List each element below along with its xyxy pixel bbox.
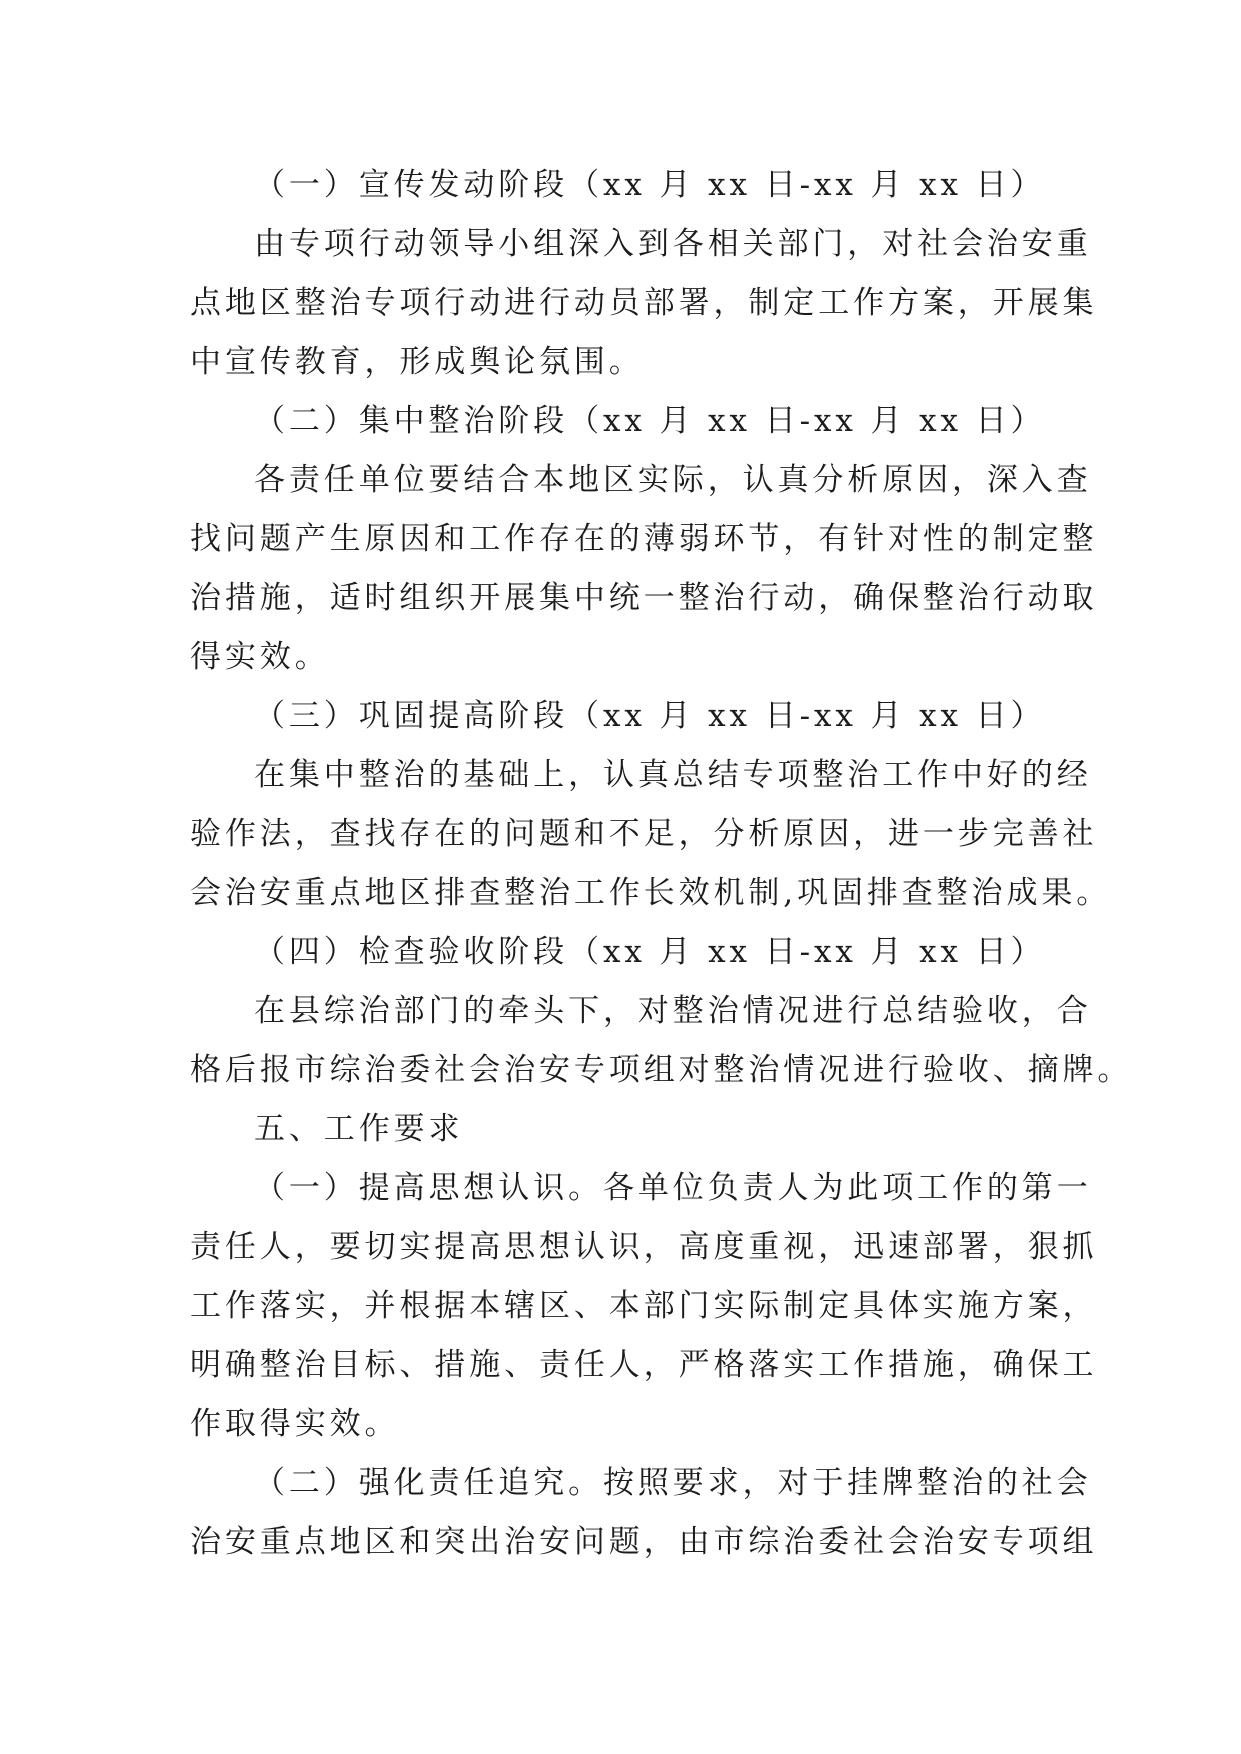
text-line: 五、工作要求	[254, 1111, 464, 1147]
text-line: 格后报市综治委社会治安专项组对整治情况进行验收、摘牌。	[190, 1052, 1133, 1088]
text-line: 会治安重点地区排查整治工作长效机制,巩固排查整治成果。	[190, 875, 1112, 911]
text-line: 由专项行动领导小组深入到各相关部门，对社会治安重	[254, 226, 1092, 262]
text-line: 在集中整治的基础上，认真总结专项整治工作中好的经	[254, 757, 1092, 793]
document-body	[190, 156, 1133, 1572]
text-line: （一）提高思想认识。各单位负责人为此项工作的第一	[254, 1170, 1092, 1206]
text-line: （一）宣传发动阶段（xx 月 xx 日-xx 月 xx 日）	[254, 167, 1046, 203]
text-line: 验作法，查找存在的问题和不足，分析原因，进一步完善社	[190, 816, 1098, 852]
text-line: 治措施，适时组织开展集中统一整治行动，确保整治行动取	[190, 580, 1098, 616]
text-line: 治安重点地区和突出治安问题，由市综治委社会治安专项组	[190, 1524, 1098, 1560]
text-line: 得实效。	[190, 639, 330, 675]
text-line: （四）检查验收阶段（xx 月 xx 日-xx 月 xx 日）	[254, 934, 1046, 970]
text-line: 责任人，要切实提高思想认识，高度重视，迅速部署，狠抓	[190, 1229, 1098, 1265]
text-line: （二）强化责任追究。按照要求，对于挂牌整治的社会	[254, 1465, 1092, 1501]
text-line: 作取得实效。	[190, 1406, 400, 1442]
text-line: 明确整治目标、措施、责任人，严格落实工作措施，确保工	[190, 1347, 1098, 1383]
text-line: （二）集中整治阶段（xx 月 xx 日-xx 月 xx 日）	[254, 403, 1046, 439]
text-line: 在县综治部门的牵头下，对整治情况进行总结验收，合	[254, 993, 1092, 1029]
text-line: 中宣传教育，形成舆论氛围。	[190, 344, 644, 380]
text-line: 找问题产生原因和工作存在的薄弱环节，有针对性的制定整	[190, 521, 1098, 557]
text-line: 点地区整治专项行动进行动员部署，制定工作方案，开展集	[190, 285, 1098, 321]
text-line: 工作落实，并根据本辖区、本部门实际制定具体实施方案，	[190, 1288, 1098, 1324]
text-line: （三）巩固提高阶段（xx 月 xx 日-xx 月 xx 日）	[254, 698, 1046, 734]
text-line: 各责任单位要结合本地区实际，认真分析原因，深入查	[254, 462, 1092, 498]
